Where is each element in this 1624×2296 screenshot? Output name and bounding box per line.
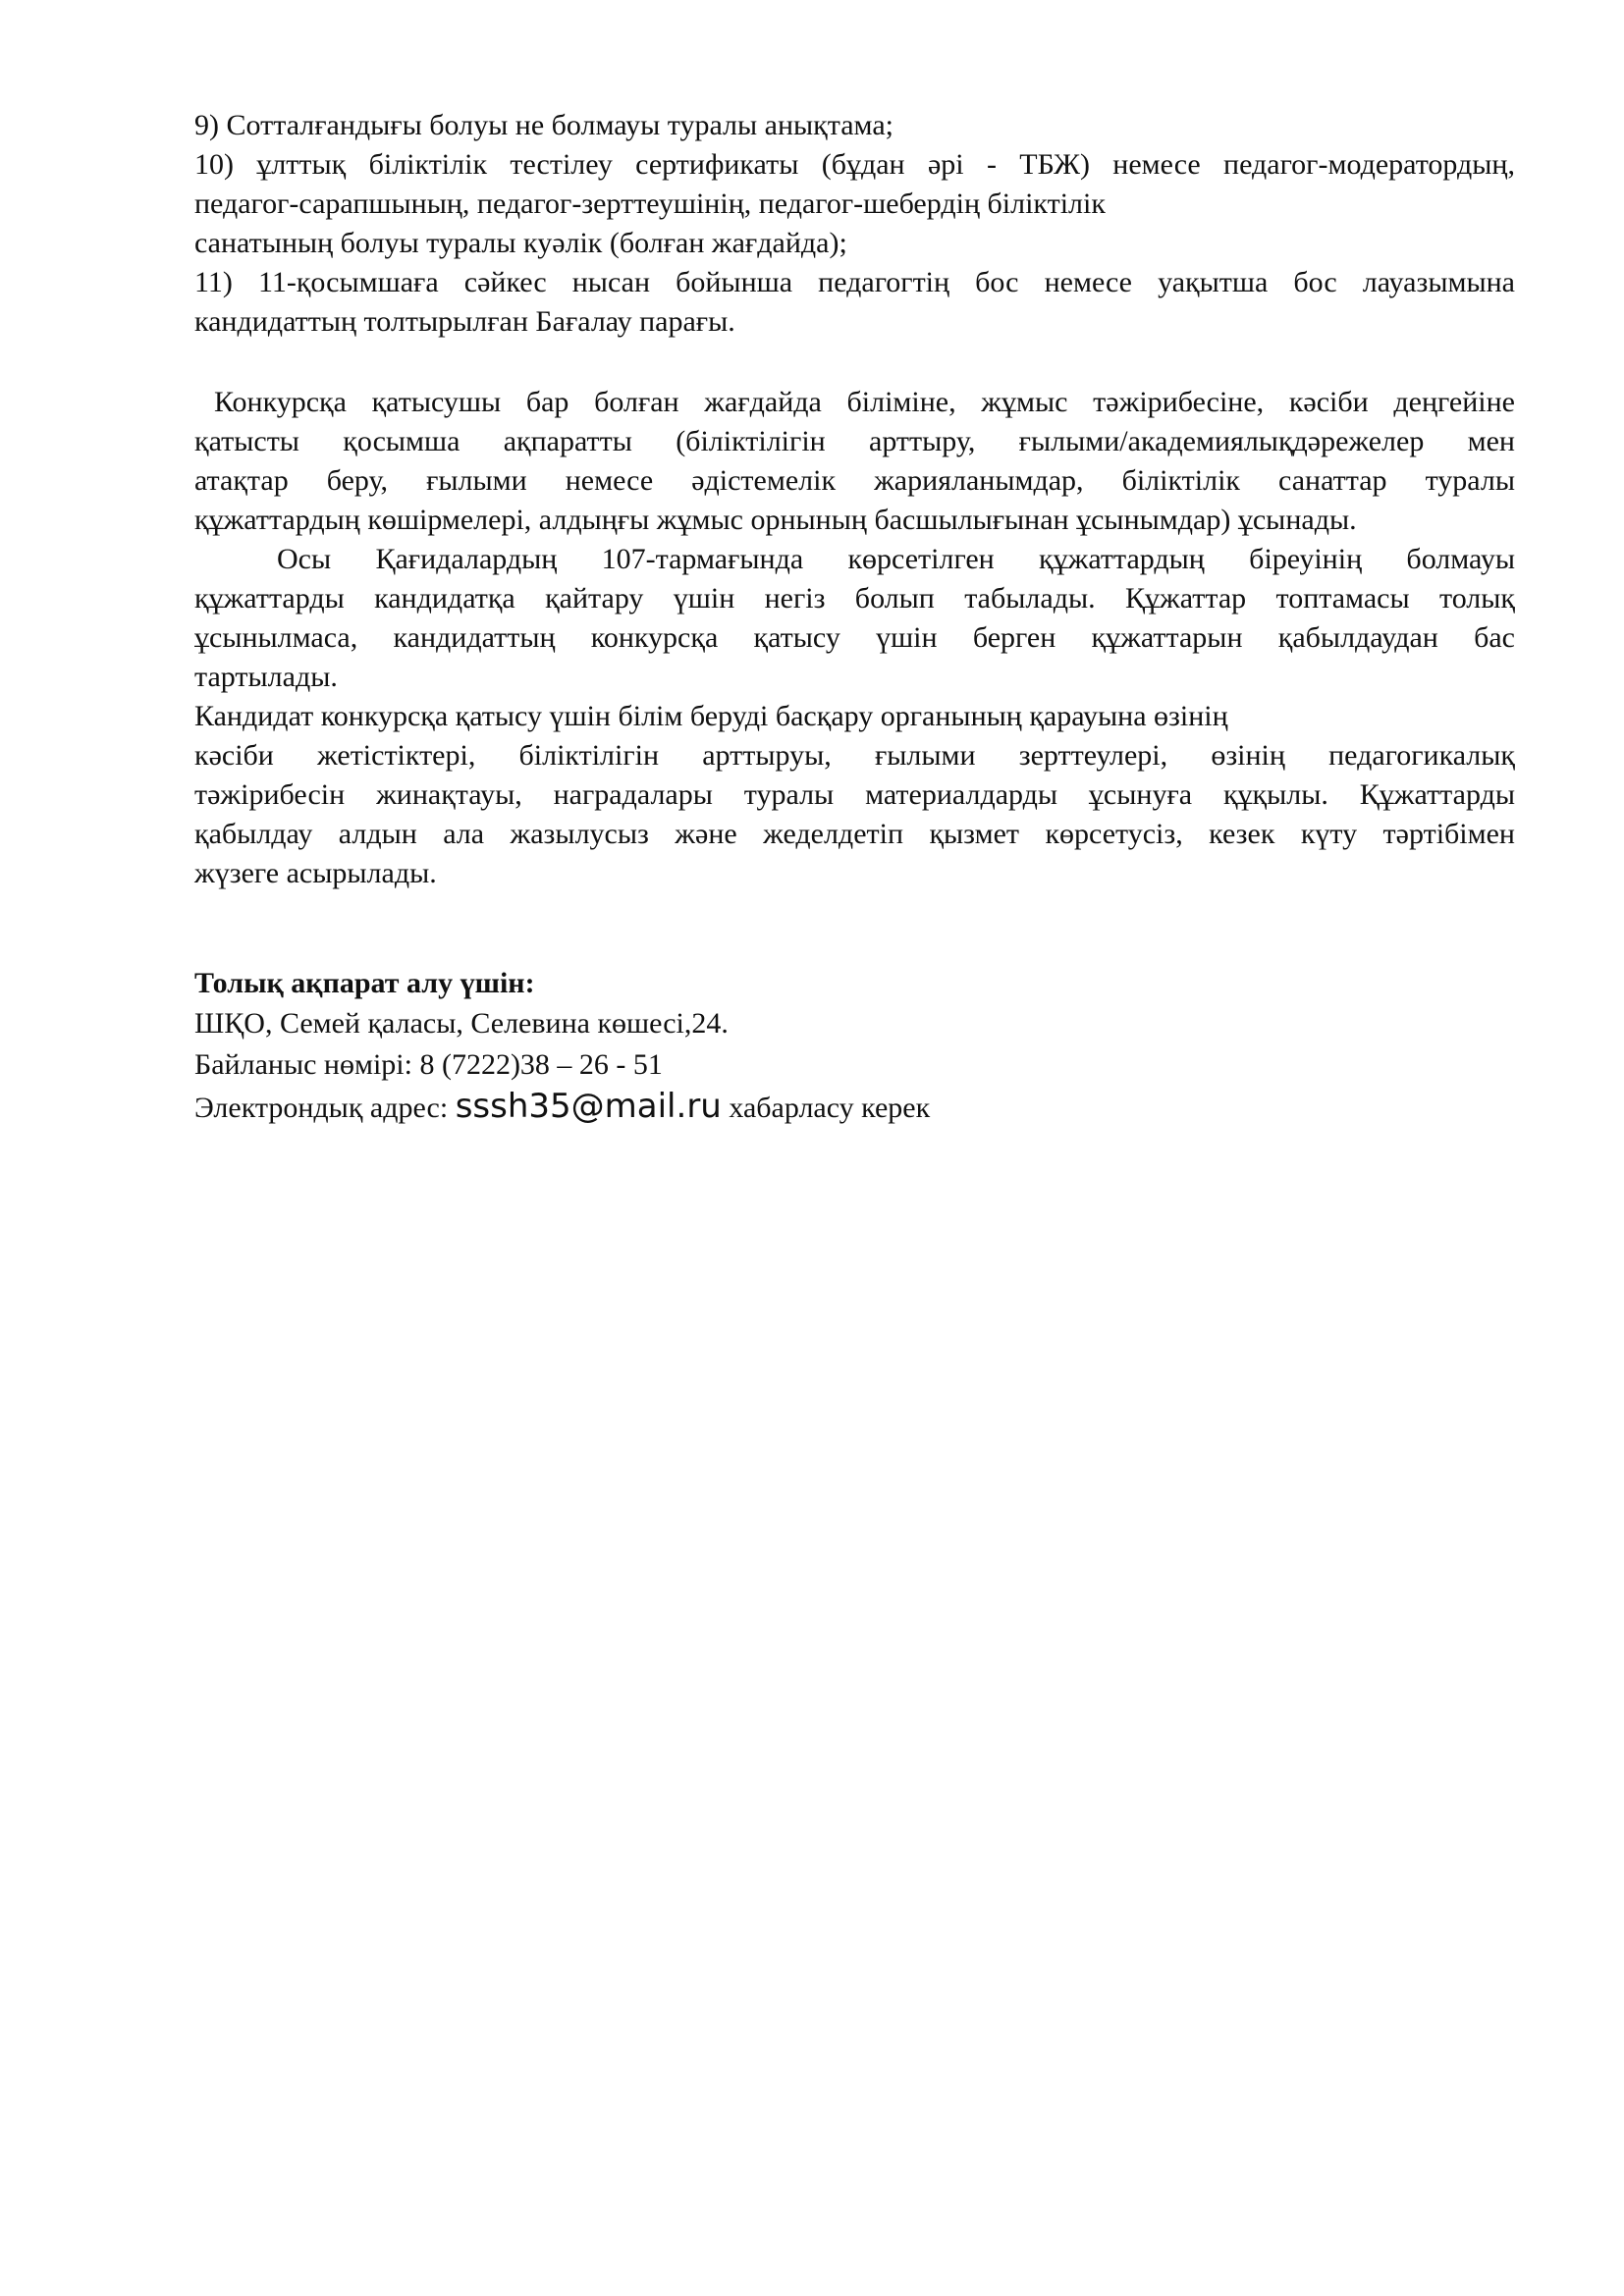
list-item-9: 9) Сотталғандығы болуы не болмауы туралы анықтама; — [194, 109, 893, 141]
paragraph-line: Кандидат конкурсқа қатысу үшін білім беруді басқару органының қарауына өзінің — [194, 700, 1228, 732]
contact-section — [194, 964, 1515, 1129]
paragraph-line: атақтар беру, ғылыми немесе әдістемелік жарияланымдар, біліктілік санаттар туралы — [194, 464, 1515, 497]
list-item-10-line-2: педагог-сарапшының, педагог-зерттеушінің, педагог-шебердің біліктілік — [194, 187, 1106, 220]
email-address: sssh35@mail.ru — [455, 1087, 722, 1126]
document-page — [194, 106, 1515, 1129]
contact-heading: Толық ақпарат алу үшін: — [194, 967, 535, 999]
list-item-11-line-1: 11) 11-қосымшаға сәйкес нысан бойынша педагогтің бос немесе уақытша бос лауазымына — [194, 266, 1515, 298]
paragraph-line: қабылдау алдын ала жазылусыз және жеделдетіп қызмет көрсетусіз, кезек күту тәртібімен — [194, 818, 1515, 850]
list-item-10-line-1: 10) ұлттық біліктілік тестілеу сертификаты (бұдан әрі - ТБЖ) немесе педагог-модератордың, — [194, 148, 1515, 181]
spacer — [194, 342, 1515, 383]
paragraph-line: құжаттарды кандидатқа қайтару үшін негіз болып табылады. Құжаттар топтамасы толық — [194, 582, 1515, 614]
email-suffix: хабарласу керек — [721, 1092, 931, 1124]
requirements-list — [194, 106, 1515, 342]
contact-address: ШҚО, Семей қаласы, Селевина көшесі,24. — [194, 1007, 729, 1040]
paragraph-line: жүзеге асырылады. — [194, 857, 437, 889]
list-item-11-line-2: кандидаттың толтырылған Бағалау парағы. — [194, 305, 735, 338]
paragraph-line: құжаттардың көшірмелері, алдыңғы жұмыс орнының басшылығынан ұсынымдар) ұсынады. — [194, 504, 1357, 536]
paragraph-line: Конкурсқа қатысушы бар болған жағдайда біліміне, жұмыс тәжірибесіне, кәсіби деңгейіне — [214, 386, 1515, 418]
paragraph-line: тәжірибесін жинақтауы, наградалары туралы материалдарды ұсынуға құқылы. Құжаттарды — [194, 778, 1515, 811]
paragraph-additional-info — [194, 383, 1515, 540]
contact-phone: Байланыс нөмірі: 8 (7222)38 – 26 - 51 — [194, 1048, 663, 1081]
paragraph-line: тартылады. — [194, 661, 338, 693]
paragraph-missing-documents — [194, 540, 1515, 697]
paragraph-line: кәсіби жетістіктері, біліктілігін арттыруы, ғылыми зерттеулері, өзінің педагогикалық — [194, 739, 1515, 772]
list-item-10-line-3: санатының болуы туралы куәлік (болған жағдайда); — [194, 227, 847, 259]
spacer — [194, 893, 1515, 964]
contact-email-line — [194, 1086, 1515, 1129]
paragraph-line: ұсынылмаса, кандидаттың конкурсқа қатысу үшін берген құжаттарын қабылдаудан бас — [194, 621, 1515, 654]
paragraph-candidate-rights — [194, 697, 1515, 893]
email-label: Электрондық адрес: — [194, 1092, 456, 1124]
paragraph-line: Осы Қағидалардың 107-тармағында көрсетілген құжаттардың біреуінің болмауы — [277, 543, 1515, 575]
paragraph-line: қатысты қосымша ақпаратты (біліктілігін арттыру, ғылыми/академиялықдәрежелер мен — [194, 425, 1515, 457]
